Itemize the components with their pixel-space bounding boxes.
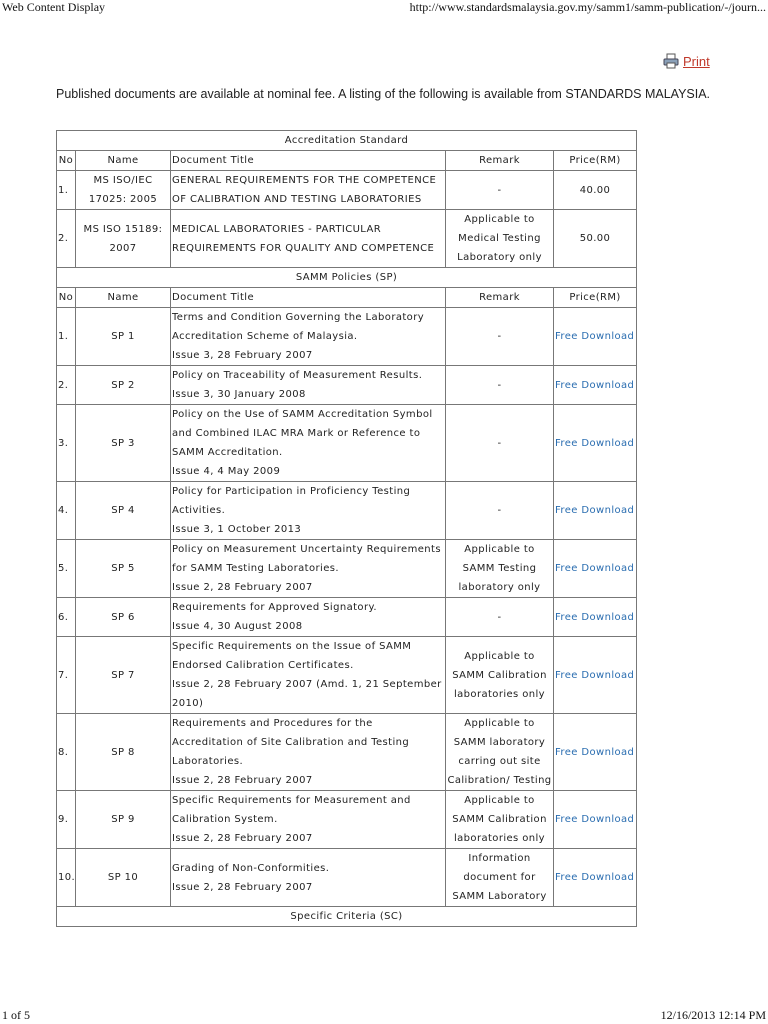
document-name: SP 3: [76, 405, 171, 482]
row-number: 1.: [57, 308, 76, 366]
remark: -: [446, 405, 554, 482]
remark: Information document for SAMM Laboratory: [446, 849, 554, 907]
document-title: Specific Requirements on the Issue of SAMM Endorsed Calibration Certificates.: [172, 641, 412, 671]
document-title-cell: [171, 482, 446, 540]
document-title-cell: [171, 210, 446, 268]
free-download-link[interactable]: Free Download: [555, 563, 635, 574]
row-number: 5.: [57, 540, 76, 598]
table-row: [57, 540, 637, 598]
price-cell: [554, 637, 637, 714]
document-issue: Issue 2, 28 February 2007: [172, 582, 313, 593]
price-cell: [554, 366, 637, 405]
document-name: SP 8: [76, 714, 171, 791]
column-header-price: Price(RM): [554, 288, 637, 308]
document-issue: Issue 2, 28 February 2007 (Amd. 1, 21 September 2010): [172, 679, 442, 709]
price-cell: [554, 308, 637, 366]
table-row: [57, 308, 637, 366]
column-header-name: Name: [76, 288, 171, 308]
price-cell: [554, 482, 637, 540]
table-row: [57, 482, 637, 540]
print-datetime: 12/16/2013 12:14 PM: [660, 1008, 766, 1022]
document-title: Policy for Participation in Proficiency Testing Activities.: [172, 486, 411, 516]
free-download-link[interactable]: Free Download: [555, 379, 635, 391]
document-title: Requirements and Procedures for the Accreditation of Site Calibration and Testing Laboratories.: [172, 718, 410, 767]
table-row: [57, 791, 637, 849]
document-title-cell: [171, 637, 446, 714]
document-title: Terms and Condition Governing the Laboratory Accreditation Scheme of Malaysia.: [172, 312, 425, 342]
free-download-link[interactable]: Free Download: [555, 505, 635, 516]
remark: Applicable to SAMM laboratory carring out site Calibration/ Testing: [446, 714, 554, 791]
document-name: SP 4: [76, 482, 171, 540]
row-number: 2.: [57, 210, 76, 268]
document-issue: Issue 2, 28 February 2007: [172, 775, 313, 786]
row-number: 8.: [57, 714, 76, 791]
price-cell: [554, 598, 637, 637]
remark: Applicable to SAMM Calibration laboratories only: [446, 791, 554, 849]
section-title: Specific Criteria (SC): [57, 907, 637, 927]
table-row: [57, 598, 637, 637]
free-download-link[interactable]: Free Download: [555, 331, 635, 342]
document-title: Policy on the Use of SAMM Accreditation Symbol and Combined ILAC MRA Mark or Reference to SAMM Accreditation.: [172, 409, 433, 458]
remark: Applicable to SAMM Testing laboratory only: [446, 540, 554, 598]
table-row: [57, 714, 637, 791]
free-download-link[interactable]: Free Download: [555, 611, 635, 623]
document-name: SP 6: [76, 598, 171, 637]
page-header: [0, 0, 768, 16]
row-number: 4.: [57, 482, 76, 540]
document-name: SP 9: [76, 791, 171, 849]
row-number: 10.: [57, 849, 76, 907]
remark: -: [446, 171, 554, 210]
document-title: Policy on Traceability of Measurement Results.: [172, 370, 423, 381]
table-row: [57, 366, 637, 405]
row-number: 7.: [57, 637, 76, 714]
document-title-cell: [171, 598, 446, 637]
column-header-no: No: [57, 288, 76, 308]
column-header-remark: Remark: [446, 151, 554, 171]
document-issue: Issue 2, 28 February 2007: [172, 833, 313, 844]
document-title-cell: [171, 791, 446, 849]
intro-text: Published documents are available at nominal fee. A listing of the following is available from STANDARDS MALAYSIA.: [56, 87, 711, 101]
document-title: Specific Requirements for Measurement and Calibration System.: [172, 795, 411, 825]
free-download-link[interactable]: Free Download: [555, 814, 635, 825]
document-title-cell: [171, 366, 446, 405]
document-title: MEDICAL LABORATORIES - PARTICULAR REQUIREMENTS FOR QUALITY AND COMPETENCE: [172, 223, 435, 254]
document-name: SP 2: [76, 366, 171, 405]
document-name: SP 1: [76, 308, 171, 366]
column-header-title: Document Title: [171, 151, 446, 171]
row-number: 1.: [57, 171, 76, 210]
column-header-row: [57, 288, 637, 308]
column-header-no: No: [57, 151, 76, 171]
document-name: SP 10: [76, 849, 171, 907]
price-cell: [554, 849, 637, 907]
document-title: Requirements for Approved Signatory.: [172, 602, 377, 613]
document-issue: Issue 4, 4 May 2009: [172, 466, 281, 477]
price-cell: [554, 405, 637, 482]
printer-icon: [663, 53, 679, 69]
remark: -: [446, 482, 554, 540]
document-title-cell: [171, 849, 446, 907]
document-title: GENERAL REQUIREMENTS FOR THE COMPETENCE OF CALIBRATION AND TESTING LABORATORIES: [172, 175, 437, 205]
remark: Applicable to Medical Testing Laboratory only: [446, 210, 554, 268]
table-row: [57, 171, 637, 210]
column-header-price: Price(RM): [554, 151, 637, 171]
remark: -: [446, 366, 554, 405]
column-header-title: Document Title: [171, 288, 446, 308]
price-cell: [554, 540, 637, 598]
remark: -: [446, 308, 554, 366]
document-title-cell: [171, 540, 446, 598]
table-row: [57, 637, 637, 714]
free-download-link[interactable]: Free Download: [555, 669, 635, 681]
row-number: 2.: [57, 366, 76, 405]
price: 50.00: [554, 210, 637, 268]
document-issue: Issue 4, 30 August 2008: [172, 621, 303, 632]
document-title-cell: [171, 171, 446, 210]
page-url: http://www.standardsmalaysia.gov.my/samm1/samm-publication/-/journ...: [409, 0, 766, 14]
section-specific-criteria: [57, 907, 637, 927]
document-issue: Issue 3, 30 January 2008: [172, 389, 306, 400]
document-issue: Issue 2, 28 February 2007: [172, 881, 313, 893]
column-header-name: Name: [76, 151, 171, 171]
column-header-row: [57, 151, 637, 171]
section-title: SAMM Policies (SP): [57, 268, 637, 288]
table-row: [57, 210, 637, 268]
document-name: MS ISO 15189: 2007: [76, 210, 171, 268]
price: 40.00: [554, 171, 637, 210]
document-name: SP 7: [76, 637, 171, 714]
section-accreditation-standard: [57, 131, 637, 151]
price-cell: [554, 791, 637, 849]
page-number: 1 of 5: [2, 1008, 30, 1022]
price-cell: [554, 714, 637, 791]
free-download-link[interactable]: Free Download: [555, 437, 635, 449]
section-samm-policies: [57, 268, 637, 288]
document-name: SP 5: [76, 540, 171, 598]
document-issue: Issue 3, 1 October 2013: [172, 524, 302, 535]
page-footer: [0, 1006, 768, 1024]
document-title-cell: [171, 714, 446, 791]
column-header-remark: Remark: [446, 288, 554, 308]
print-link[interactable]: Print: [683, 53, 710, 69]
remark: -: [446, 598, 554, 637]
row-number: 3.: [57, 405, 76, 482]
row-number: 6.: [57, 598, 76, 637]
document-title-cell: [171, 308, 446, 366]
document-issue: Issue 3, 28 February 2007: [172, 350, 313, 361]
publications-table: [56, 130, 637, 927]
remark: Applicable to SAMM Calibration laboratories only: [446, 637, 554, 714]
section-title: Accreditation Standard: [57, 131, 637, 151]
document-title: Policy on Measurement Uncertainty Requirements for SAMM Testing Laboratories.: [172, 544, 441, 574]
table-row: [57, 849, 637, 907]
print-button[interactable]: [663, 53, 710, 69]
row-number: 9.: [57, 791, 76, 849]
free-download-link[interactable]: Free Download: [555, 746, 635, 758]
free-download-link[interactable]: Free Download: [555, 872, 635, 883]
table-row: [57, 405, 637, 482]
document-name: MS ISO/IEC 17025: 2005: [76, 171, 171, 210]
document-title-cell: [171, 405, 446, 482]
document-title: Grading of Non-Conformities.: [172, 862, 330, 874]
window-title: Web Content Display: [2, 0, 106, 14]
